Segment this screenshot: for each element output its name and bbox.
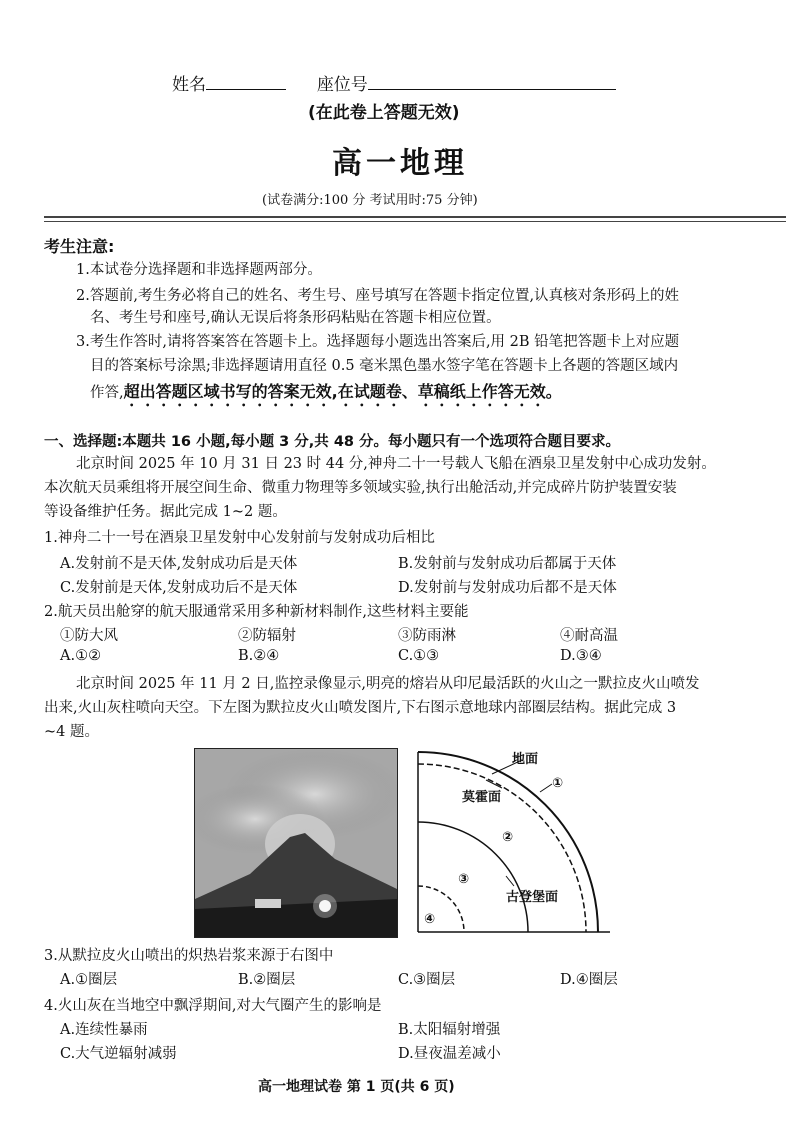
notice-item-3a: 3.考生作答时,请将答案答在答题卡上。选择题每小题选出答案后,用 2B 铅笔把答题卡上对应题 [76,334,680,350]
notice-item-2b: 名、考生号和座号,确认无误后将条形码粘贴在答题卡相应位置。 [90,310,501,326]
question-3: 3.从默拉皮火山喷出的炽热岩浆来源于右图中 [44,948,334,964]
label-layer-3: ③ [458,872,470,887]
earth-structure-diagram [414,748,614,936]
passage2-line-b: 出来,火山灰柱喷向天空。下左图为默拉皮火山喷发图片,下右图示意地球内部圈层结构。据此完成 3 [44,700,677,716]
label-moho: 莫霍面 [462,790,502,805]
invalid-note: (在此卷上答题无效) [308,103,460,123]
question-2: 2.航天员出舱穿的航天服通常采用多种新材料制作,这些材料主要能 [44,604,469,620]
label-surface: 地面 [512,752,539,767]
q4-option-c: C.大气逆辐射减弱 [60,1046,177,1062]
earth-structure-svg [414,748,614,936]
seat-blank [368,71,616,90]
passage1-line-c: 等设备维护任务。据此完成 1~2 题。 [44,504,287,520]
notice-item-2a: 2.答题前,考生务必将自己的姓名、考生号、座号填写在答题卡指定位置,认真核对条形码上的姓 [76,288,680,304]
q2-option-a: A.①② [60,648,102,664]
volcano-illustration [195,749,397,937]
q2-item-2: ②防辐射 [238,628,296,644]
section1-heading: 一、选择题:本题共 16 小题,每小题 3 分,共 48 分。每小题只有一个选项符合题目要求。 [44,434,621,450]
name-blank [206,71,286,90]
page-footer: 高一地理试卷 第 1 页(共 6 页) [258,1079,455,1095]
q4-option-d: D.昼夜温差减小 [398,1046,501,1062]
label-gutenberg: 古登堡面 [506,890,559,905]
q3-option-b: B.②圈层 [238,972,296,988]
passage1-line-a: 北京时间 2025 年 10 月 31 日 23 时 44 分,神舟二十一号载人飞船在酒泉卫星发射中心成功发射。 [76,456,716,472]
exam-info: (试卷满分:100 分 考试用时:75 分钟) [262,193,478,208]
notice-item-3b: 目的答案标号涂黑;非选择题请用直径 0.5 毫米黑色墨水签字笔在答题卡上各题的答题区域内 [90,358,679,374]
q1-option-a: A.发射前不是天体,发射成功后是天体 [60,556,298,572]
q2-item-4: ④耐高温 [560,628,618,644]
passage2-line-a: 北京时间 2025 年 11 月 2 日,监控录像显示,明亮的熔岩从印尼最活跃的火山之一默拉皮火山喷发 [76,676,700,692]
page-title: 高一地理 [332,146,468,181]
header-rule-top [44,216,786,218]
notice-heading: 考生注意: [44,237,115,256]
question-4: 4.火山灰在当地空中飘浮期间,对大气圈产生的影响是 [44,998,382,1014]
passage1-line-b: 本次航天员乘组将开展空间生命、微重力物理等多领域实验,执行出舱活动,并完成碎片防护装置安装 [44,480,677,496]
seat-label: 座位号 [316,75,368,95]
notice-item-1: 1.本试卷分选择题和非选择题两部分。 [76,262,322,278]
passage2-line-c: ~4 题。 [44,724,99,740]
q1-option-c: C.发射前是天体,发射成功后不是天体 [60,580,298,596]
q2-item-1: ①防大风 [60,628,118,644]
name-seat-line [172,70,616,95]
label-layer-1: ① [552,776,564,791]
notice-item-3c-emphasis: 超出答题区域书写的答案无效,在试题卷、草稿纸上作答无效。 [123,382,562,401]
q2-option-c: C.①③ [398,648,440,664]
notice-item-3c-prefix: 作答, [90,385,124,401]
q3-option-a: A.①圈层 [60,972,118,988]
label-layer-4: ④ [424,912,436,927]
q2-item-3: ③防雨淋 [398,628,456,644]
q3-option-c: C.③圈层 [398,972,456,988]
q4-option-b: B.太阳辐射增强 [398,1022,501,1038]
q3-option-d: D.④圈层 [560,972,618,988]
q1-option-d: D.发射前与发射成功后都不是天体 [398,580,617,596]
volcano-photo [194,748,398,938]
notice-item-3c [90,380,562,410]
q2-option-d: D.③④ [560,648,602,664]
header-rule-bottom [44,221,786,222]
q1-option-b: B.发射前与发射成功后都属于天体 [398,556,617,572]
question-1: 1.神舟二十一号在酒泉卫星发射中心发射前与发射成功后相比 [44,530,435,546]
q2-option-b: B.②④ [238,648,280,664]
label-layer-2: ② [502,830,514,845]
name-label: 姓名 [172,75,206,95]
q4-option-a: A.连续性暴雨 [60,1022,148,1038]
